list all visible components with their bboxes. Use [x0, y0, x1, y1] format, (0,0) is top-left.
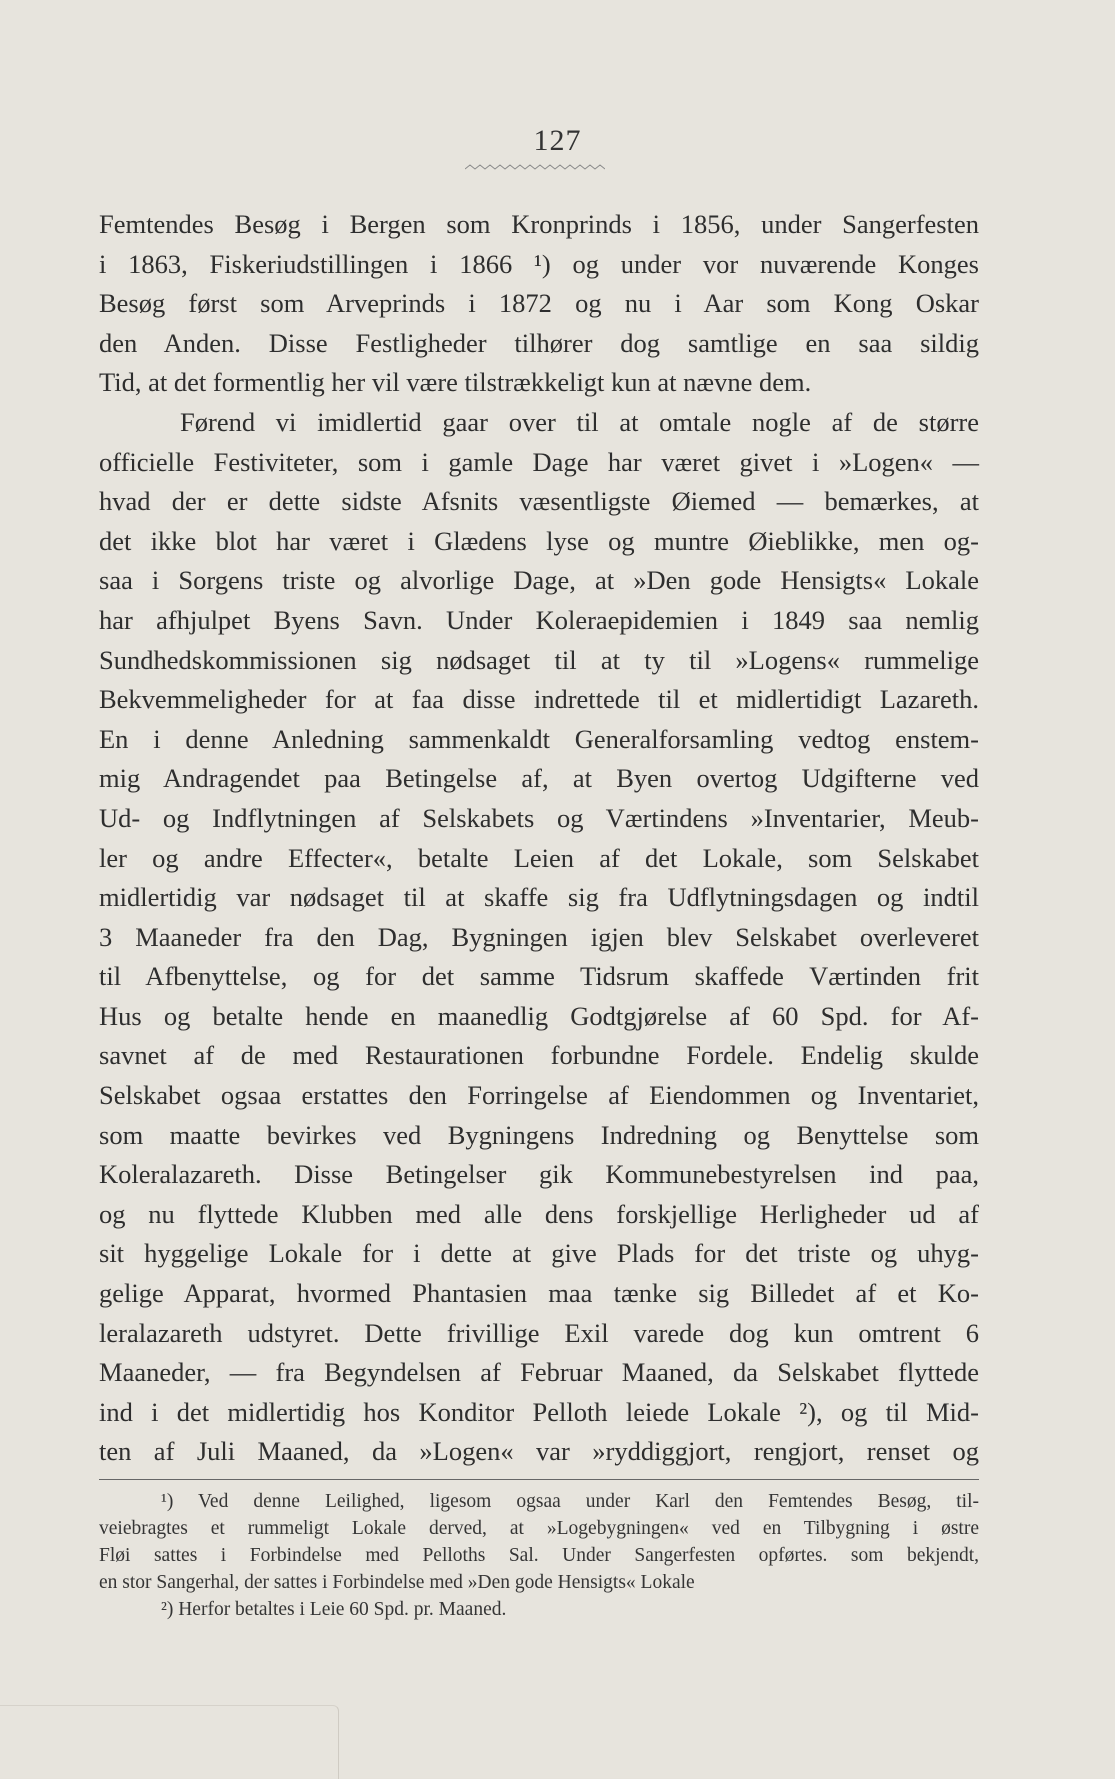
text-line: Hus og betalte hende en maanedlig Godtgjørelse af 60 Spd. for Af- [99, 1000, 979, 1031]
text-line: savnet af de med Restaurationen forbundne Fordele. Endelig skulde [99, 1040, 979, 1071]
text-line: Tid, at det formentlig her vil være tilstrækkeligt kun at nævne dem. [99, 367, 812, 398]
text-line: Selskabet ogsaa erstattes den Forringelse af Eiendommen og Inventariet, [99, 1080, 979, 1111]
wavy-ornament [465, 162, 605, 176]
footnote-line: ¹) Ved denne Leilighed, ligesom ogsaa under Karl den Femtendes Besøg, til- [161, 1491, 979, 1512]
text-line: midlertidig var nødsaget til at skaffe sig fra Udflytningsdagen og indtil [99, 882, 979, 913]
text-line: sit hyggelige Lokale for i dette at give Plads for det triste og uhyg- [99, 1238, 979, 1269]
footnote-line: ²) Herfor betaltes i Leie 60 Spd. pr. Maaned. [161, 1599, 507, 1620]
page-number: 127 [533, 124, 582, 157]
footnote-line: en stor Sangerhal, der sattes i Forbindelse med »Den gode Hensigts« Lokale [99, 1572, 695, 1593]
text-line: har afhjulpet Byens Savn. Under Koleraepidemien i 1849 saa nemlig [99, 604, 979, 635]
footnote-line: veiebragtes et rummeligt Lokale derved, at »Logebygningen« ved en Tilbygning i østre [99, 1518, 979, 1539]
text-line: ind i det midlertidig hos Konditor Pelloth leiede Lokale ²), og til Mid- [99, 1396, 979, 1427]
footnote-line: Fløi sattes i Forbindelse med Pelloths Sal. Under Sangerfesten opførtes. som bekjendt, [99, 1545, 979, 1566]
text-line: gelige Apparat, hvormed Phantasien maa tænke sig Billedet af et Ko- [99, 1278, 979, 1309]
text-line: og nu flyttede Klubben med alle dens forskjellige Herligheder ud af [99, 1198, 979, 1229]
text-line: mig Andragendet paa Betingelse af, at Byen overtog Udgifterne ved [99, 763, 979, 794]
text-line: Koleralazareth. Disse Betingelser gik Kommunebestyrelsen ind paa, [99, 1159, 979, 1190]
text-line: det ikke blot har været i Glædens lyse og muntre Øieblikke, men og- [99, 525, 979, 556]
text-line: Bekvemmeligheder for at faa disse indrettede til et midlertidigt Lazareth. [99, 684, 979, 715]
text-line: En i denne Anledning sammenkaldt Generalforsamling vedtog enstem- [99, 723, 979, 754]
text-line: Sundhedskommissionen sig nødsaget til at ty til »Logens« rummelige [99, 644, 979, 675]
text-line: ler og andre Effecter«, betalte Leien af det Lokale, som Selskabet [99, 842, 979, 873]
text-line: ten af Juli Maaned, da »Logen« var »ryddiggjort, rengjort, renset og [99, 1436, 979, 1467]
text-line: i 1863, Fiskeriudstillingen i 1866 ¹) og under vor nuværende Konges [99, 248, 979, 279]
text-line: leralazareth udstyret. Dette frivillige Exil varede dog kun omtrent 6 [99, 1317, 979, 1348]
text-line: den Anden. Disse Festligheder tilhører dog samtlige en saa sildig [99, 327, 979, 358]
text-line: Maaneder, — fra Begyndelsen af Februar Maaned, da Selskabet flyttede [99, 1357, 979, 1388]
text-line: hvad der er dette sidste Afsnits væsentligste Øiemed — bemærkes, at [99, 486, 979, 517]
text-line: som maatte bevirkes ved Bygningens Indredning og Benyttelse som [99, 1119, 979, 1150]
footnotes [99, 1488, 979, 1623]
text-line: Besøg først som Arveprinds i 1872 og nu i Aar som Kong Oskar [99, 288, 979, 319]
text-line: saa i Sorgens triste og alvorlige Dage, at »Den gode Hensigts« Lokale [99, 565, 979, 596]
text-line: til Afbenyttelse, og for det samme Tidsrum skaffede Værtinden frit [99, 961, 979, 992]
text-line: Ud- og Indflytningen af Selskabets og Værtindens »Inventarier, Meub- [99, 802, 979, 833]
text-line: 3 Maaneder fra den Dag, Bygningen igjen blev Selskabet overleveret [99, 921, 979, 952]
text-line: Femtendes Besøg i Bergen som Kronprinds i 1856, under Sangerfesten [99, 209, 979, 239]
body-text [99, 205, 979, 1472]
text-line: officielle Festiviteter, som i gamle Dage har været givet i »Logen« — [99, 446, 979, 477]
footnote-rule [99, 1479, 979, 1480]
page-corner-shadow [0, 1705, 339, 1779]
text-line: Førend vi imidlertid gaar over til at omtale nogle af de større [180, 406, 979, 437]
